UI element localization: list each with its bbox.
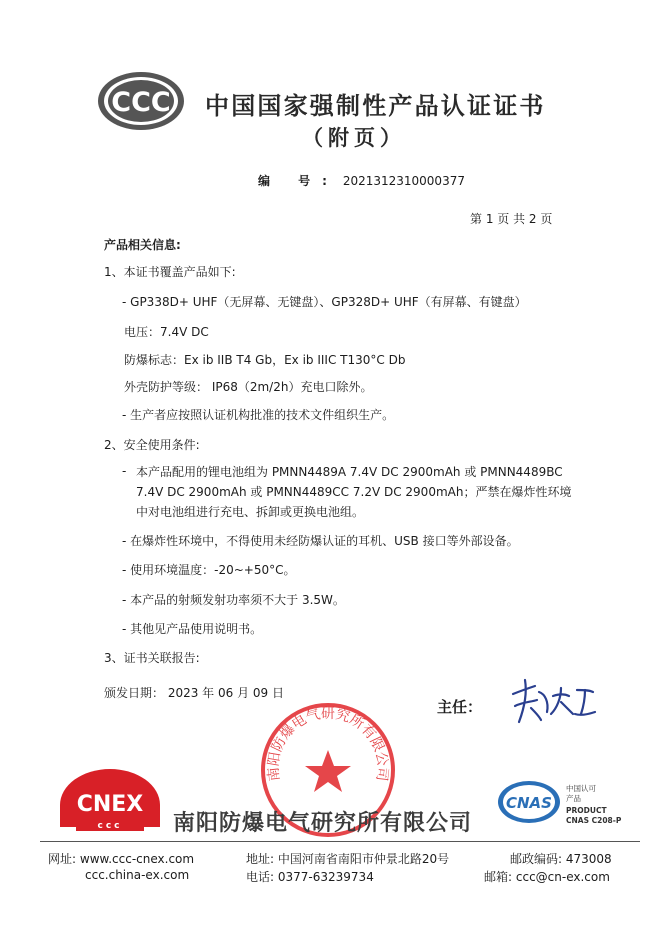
voltage: 电压：7.4V DC xyxy=(124,325,209,339)
cnas-text-1: 中国认可 xyxy=(566,784,596,793)
item-2: 2、安全使用条件: xyxy=(104,438,200,452)
condition-5: - 其他见产品使用说明书。 xyxy=(122,622,263,636)
ccc-logo xyxy=(96,70,186,132)
address-label: 地址: xyxy=(246,852,275,866)
phone-label: 电话: xyxy=(246,870,275,884)
product-models: - GP338D+ UHF（无屏幕、无键盘）、GP328D+ UHF（有屏幕、有键盘） xyxy=(122,295,527,309)
cnas-text-3: PRODUCT xyxy=(566,806,607,815)
director-label: 主任： xyxy=(437,698,483,716)
condition-2: - 在爆炸性环境中，不得使用未经防爆认证的耳机、USB 接口等外部设备。 xyxy=(122,534,519,548)
cnas-logo-text: CNAS xyxy=(506,794,552,812)
postcode-value: 473008 xyxy=(565,852,612,866)
page-title: 中国国家强制性产品认证证书 xyxy=(205,92,546,120)
ccc-logo-text: CCC xyxy=(111,87,171,118)
item-3: 3、证书关联报告: xyxy=(104,651,200,665)
page-info: 第 1 页 共 2 页 xyxy=(470,212,553,226)
address-row xyxy=(246,850,449,867)
cnex-logo-subtext: ccc xyxy=(97,821,123,831)
section-title: 产品相关信息: xyxy=(104,238,181,252)
footer-divider xyxy=(40,841,640,842)
condition-1: 本产品配用的锂电池组为 PMNN4489A 7.4V DC 2900mAh 或 PMNN4489BC 7.4V DC 2900mAh 或 PMNN4489CC 7.2V DC 2900mAh；严禁在爆炸性环境中对电池组进行充电、拆卸或更换电池组。 xyxy=(136,465,572,519)
condition-1-dash: - xyxy=(122,464,127,478)
email-label: 邮箱: xyxy=(484,870,513,884)
page-subtitle: （附页） xyxy=(302,126,406,150)
cnas-text-2: 产品 xyxy=(566,794,581,803)
item-1: 1、本证书覆盖产品如下: xyxy=(104,265,236,279)
certificate-number-value: 2021312310000377 xyxy=(342,174,465,188)
certificate-number-label: 编 号: xyxy=(258,174,339,188)
seal-text: 南阳防爆电气研究所有限公司 xyxy=(265,706,391,783)
postcode-row xyxy=(510,850,612,867)
director-signature xyxy=(505,672,600,732)
ex-marking: 防爆标志：Ex ib IIB T4 Gb，Ex ib IIIC T130°C Db xyxy=(124,353,406,367)
cnex-logo-text: CNEX xyxy=(76,792,144,817)
website-label: 网址: xyxy=(48,852,77,866)
address-value: 中国河南省南阳市仲景北路20号 xyxy=(277,852,450,866)
phone-value: 0377-63239734 xyxy=(277,870,374,884)
email-value[interactable]: ccc@cn-ex.com xyxy=(515,870,610,884)
condition-3: - 使用环境温度：-20~+50°C。 xyxy=(122,563,296,577)
seal-star-icon xyxy=(305,750,351,792)
cnas-logo xyxy=(495,778,563,826)
website-link-1[interactable]: www.ccc-cnex.com xyxy=(79,852,195,866)
organization-name: 南阳防爆电气研究所有限公司 xyxy=(173,811,473,836)
website-link-2[interactable]: ccc.china-ex.com xyxy=(85,868,190,882)
phone-row xyxy=(246,868,374,885)
certificate-number xyxy=(258,172,465,189)
issue-date: 颁发日期： 2023 年 06 月 09 日 xyxy=(104,686,284,700)
cnex-logo xyxy=(58,765,162,833)
condition-4: - 本产品的射频发射功率须不大于 3.5W。 xyxy=(122,593,345,607)
ip-rating: 外壳防护等级： IP68（2m/2h）充电口除外。 xyxy=(124,380,373,394)
email-row xyxy=(484,868,610,885)
manufacture-note: - 生产者应按照认证机构批准的技术文件组织生产。 xyxy=(122,408,395,422)
postcode-label: 邮政编码: xyxy=(510,852,563,866)
website-row xyxy=(48,850,194,867)
cnas-text-4: CNAS C208-P xyxy=(566,816,622,825)
